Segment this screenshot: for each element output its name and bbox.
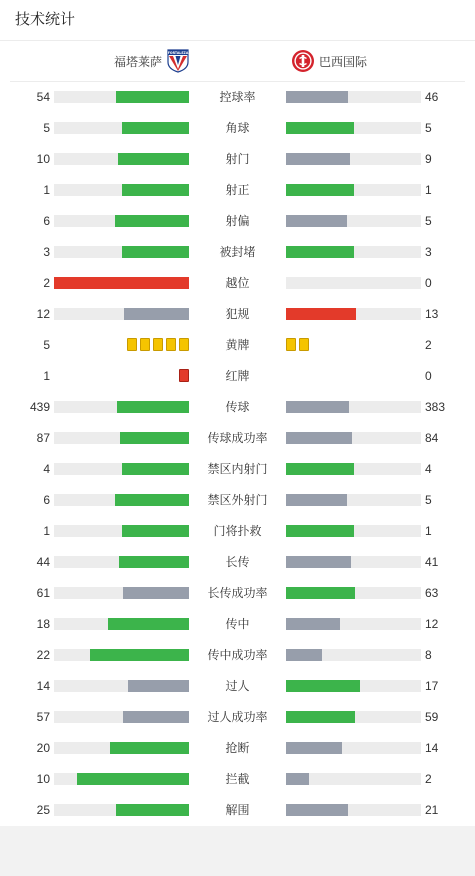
away-stat-bar xyxy=(286,773,421,785)
stat-label: 射门 xyxy=(225,152,250,166)
stat-row xyxy=(0,237,475,268)
away-stat-bar-fill xyxy=(286,618,340,630)
home-stat-bar xyxy=(54,773,189,785)
home-stat-value: 5 xyxy=(43,121,50,135)
home-stat-bar xyxy=(54,184,189,196)
away-stat-bar xyxy=(286,494,421,506)
home-stat-bar xyxy=(54,494,189,506)
stat-row xyxy=(0,423,475,454)
home-stat-value: 439 xyxy=(29,400,50,414)
stat-row xyxy=(0,547,475,578)
stat-label: 解围 xyxy=(225,803,250,817)
home-team[interactable] xyxy=(114,49,190,73)
stat-row xyxy=(0,175,475,206)
home-stat-bar-fill xyxy=(115,494,189,506)
away-stat-bar xyxy=(286,742,421,754)
away-stat-bar-fill xyxy=(286,308,356,320)
home-stat-bar xyxy=(54,525,189,537)
away-stat-bar xyxy=(286,215,421,227)
away-stat-bar xyxy=(286,91,421,103)
home-stat-bar xyxy=(54,463,189,475)
away-stat-value: 3 xyxy=(425,245,432,259)
away-stat-bar xyxy=(286,401,421,413)
away-stat-bar xyxy=(286,618,421,630)
home-stat-bar-fill xyxy=(120,432,189,444)
yellow-card-icon xyxy=(299,338,309,351)
home-stat-value: 12 xyxy=(36,307,50,321)
away-stat-value: 14 xyxy=(425,741,439,755)
stat-label: 传中成功率 xyxy=(207,648,268,662)
away-stat-value: 84 xyxy=(425,431,439,445)
stat-row xyxy=(0,733,475,764)
home-stat-bar-fill xyxy=(128,680,189,692)
yellow-card-icon xyxy=(179,338,189,351)
home-stat-bar xyxy=(54,556,189,568)
away-stat-bar xyxy=(286,308,421,320)
stat-label: 过人成功率 xyxy=(207,710,268,724)
away-stat-bar xyxy=(286,463,421,475)
yellow-card-icon xyxy=(286,338,296,351)
stat-label: 角球 xyxy=(225,121,250,135)
away-stat-value: 8 xyxy=(425,648,432,662)
home-stat-bar xyxy=(54,401,189,413)
home-stat-bar-fill xyxy=(122,122,190,134)
stat-row xyxy=(0,485,475,516)
stat-label: 黄牌 xyxy=(225,338,250,352)
home-stat-value: 1 xyxy=(43,524,50,538)
stat-row xyxy=(0,578,475,609)
away-stat-value: 13 xyxy=(425,307,439,321)
crest-text: FORTALEZA xyxy=(167,51,189,55)
home-stat-bar xyxy=(54,587,189,599)
away-stat-bar-fill xyxy=(286,91,348,103)
away-stat-value: 46 xyxy=(425,90,439,104)
stat-row xyxy=(0,268,475,299)
stat-label: 红牌 xyxy=(225,369,250,383)
away-stat-value: 1 xyxy=(425,183,432,197)
away-stat-bar-fill xyxy=(286,153,350,165)
away-stat-bar-fill xyxy=(286,525,354,537)
home-stat-value: 57 xyxy=(36,710,50,724)
home-stat-value: 87 xyxy=(36,431,50,445)
fortaleza-crest-icon xyxy=(166,49,190,73)
away-stat-bar xyxy=(286,587,421,599)
away-stat-bar-fill xyxy=(286,215,347,227)
away-stat-bar xyxy=(286,649,421,661)
teams-header xyxy=(10,41,465,82)
away-stat-bar xyxy=(286,122,421,134)
stat-label: 禁区外射门 xyxy=(207,493,268,507)
home-stat-value: 20 xyxy=(36,741,50,755)
away-team[interactable] xyxy=(291,49,367,73)
away-stat-value: 2 xyxy=(425,338,432,352)
stat-row xyxy=(0,702,475,733)
stat-label: 抢断 xyxy=(225,741,250,755)
stat-row xyxy=(0,113,475,144)
home-stat-value: 10 xyxy=(36,772,50,786)
away-stat-bar-fill xyxy=(286,122,354,134)
stat-row xyxy=(0,299,475,330)
away-stat-value: 383 xyxy=(425,400,446,414)
away-stat-value: 2 xyxy=(425,772,432,786)
home-stat-bar-fill xyxy=(122,463,190,475)
stat-label: 传球成功率 xyxy=(207,431,268,445)
away-stat-bar-fill xyxy=(286,711,355,723)
stat-label: 射偏 xyxy=(225,214,250,228)
away-stat-bar-fill xyxy=(286,432,352,444)
away-stat-bar-fill xyxy=(286,742,342,754)
home-stat-bar xyxy=(54,649,189,661)
home-stat-bar-fill xyxy=(123,711,189,723)
away-stat-value: 4 xyxy=(425,462,432,476)
away-stat-value: 0 xyxy=(425,369,432,383)
home-stat-bar xyxy=(54,215,189,227)
home-stat-bar xyxy=(54,618,189,630)
stat-label: 控球率 xyxy=(219,90,256,104)
home-stat-bar-fill xyxy=(116,804,189,816)
home-stat-bar xyxy=(54,122,189,134)
away-stat-bar xyxy=(286,432,421,444)
home-stat-bar-fill xyxy=(122,525,190,537)
away-stat-value: 21 xyxy=(425,803,439,817)
away-stat-bar-fill xyxy=(286,587,355,599)
home-stat-value: 5 xyxy=(43,338,50,352)
yellow-card-icon xyxy=(166,338,176,351)
home-stat-bar xyxy=(54,153,189,165)
home-stat-value: 54 xyxy=(36,90,50,104)
away-stat-bar xyxy=(286,525,421,537)
stat-label: 拦截 xyxy=(225,772,250,786)
home-stat-bar-fill xyxy=(116,91,189,103)
home-stat-bar-fill xyxy=(90,649,189,661)
stat-row xyxy=(0,330,475,361)
away-stat-bar-fill xyxy=(286,804,348,816)
stat-label: 传中 xyxy=(225,617,250,631)
away-cards xyxy=(286,338,309,352)
away-stat-bar xyxy=(286,246,421,258)
away-stat-bar xyxy=(286,277,421,289)
away-stat-bar-fill xyxy=(286,463,354,475)
stat-row xyxy=(0,764,475,795)
away-stat-value: 59 xyxy=(425,710,439,724)
home-stat-bar-fill xyxy=(115,215,189,227)
away-stat-bar-fill xyxy=(286,556,351,568)
away-stat-value: 9 xyxy=(425,152,432,166)
stat-label: 长传 xyxy=(225,555,250,569)
home-stat-value: 1 xyxy=(43,183,50,197)
stat-row xyxy=(0,609,475,640)
away-stat-value: 5 xyxy=(425,121,432,135)
stat-label: 犯规 xyxy=(225,307,250,321)
home-stat-bar-fill xyxy=(77,773,189,785)
stat-row xyxy=(0,516,475,547)
away-stat-bar-fill xyxy=(286,184,354,196)
away-stat-bar-fill xyxy=(286,246,354,258)
home-stat-bar xyxy=(54,91,189,103)
home-cards xyxy=(127,338,189,352)
away-stat-value: 1 xyxy=(425,524,432,538)
away-stat-value: 12 xyxy=(425,617,439,631)
stat-row xyxy=(0,144,475,175)
away-stat-value: 0 xyxy=(425,276,432,290)
stat-label: 长传成功率 xyxy=(207,586,268,600)
home-stat-value: 14 xyxy=(36,679,50,693)
away-stat-bar xyxy=(286,711,421,723)
home-stat-bar-fill xyxy=(54,277,189,289)
yellow-card-icon xyxy=(153,338,163,351)
home-stat-bar xyxy=(54,742,189,754)
stats-list xyxy=(0,82,475,826)
home-stat-bar-fill xyxy=(119,556,189,568)
yellow-card-icon xyxy=(140,338,150,351)
home-stat-bar xyxy=(54,308,189,320)
stat-label: 传球 xyxy=(225,400,250,414)
home-stat-value: 3 xyxy=(43,245,50,259)
stat-label: 禁区内射门 xyxy=(207,462,268,476)
home-stat-value: 22 xyxy=(36,648,50,662)
home-stat-bar-fill xyxy=(118,153,189,165)
home-stat-bar-fill xyxy=(117,401,189,413)
home-stat-value: 25 xyxy=(36,803,50,817)
home-stat-value: 61 xyxy=(36,586,50,600)
away-stat-value: 17 xyxy=(425,679,439,693)
away-stat-bar xyxy=(286,556,421,568)
home-stat-bar xyxy=(54,804,189,816)
away-stat-bar xyxy=(286,153,421,165)
stat-label: 过人 xyxy=(225,679,250,693)
away-team-name: 巴西国际 xyxy=(319,54,368,69)
home-stat-bar xyxy=(54,711,189,723)
away-stat-bar xyxy=(286,804,421,816)
home-stat-bar xyxy=(54,680,189,692)
stat-label: 被封堵 xyxy=(219,245,256,259)
away-stat-bar-fill xyxy=(286,773,309,785)
home-stat-bar-fill xyxy=(122,184,190,196)
away-stat-value: 63 xyxy=(425,586,439,600)
home-stat-value: 1 xyxy=(43,369,50,383)
away-stat-bar-fill xyxy=(286,401,349,413)
stat-row xyxy=(0,206,475,237)
away-stat-bar xyxy=(286,680,421,692)
home-stat-bar xyxy=(54,432,189,444)
home-stat-bar xyxy=(54,277,189,289)
home-stat-bar-fill xyxy=(123,587,189,599)
stat-row xyxy=(0,454,475,485)
stat-row xyxy=(0,795,475,826)
home-stat-value: 44 xyxy=(36,555,50,569)
internacional-crest-icon xyxy=(291,49,315,73)
home-stat-value: 10 xyxy=(36,152,50,166)
away-stat-value: 5 xyxy=(425,493,432,507)
stat-row xyxy=(0,361,475,392)
away-stat-bar-fill xyxy=(286,649,322,661)
home-team-name: 福塔莱萨 xyxy=(113,54,162,69)
home-stat-value: 6 xyxy=(43,214,50,228)
stat-row xyxy=(0,671,475,702)
home-stat-bar-fill xyxy=(124,308,189,320)
yellow-card-icon xyxy=(127,338,137,351)
red-card-icon xyxy=(179,369,189,382)
away-stat-bar-fill xyxy=(286,680,360,692)
home-stat-bar-fill xyxy=(108,618,189,630)
home-stat-value: 4 xyxy=(43,462,50,476)
away-stat-value: 41 xyxy=(425,555,439,569)
stat-label: 射正 xyxy=(225,183,250,197)
stat-row xyxy=(0,640,475,671)
home-stat-bar-fill xyxy=(122,246,190,258)
stat-label: 越位 xyxy=(225,276,250,290)
stat-row xyxy=(0,82,475,113)
stat-row xyxy=(0,392,475,423)
section-title: 技术统计 xyxy=(0,0,475,41)
stat-label: 门将扑救 xyxy=(213,524,262,538)
home-stat-value: 6 xyxy=(43,493,50,507)
home-stat-bar xyxy=(54,246,189,258)
home-stat-value: 18 xyxy=(36,617,50,631)
home-stat-value: 2 xyxy=(43,276,50,290)
away-stat-bar-fill xyxy=(286,494,347,506)
away-stat-bar xyxy=(286,184,421,196)
home-cards xyxy=(179,369,189,383)
home-stat-bar-fill xyxy=(110,742,189,754)
away-stat-value: 5 xyxy=(425,214,432,228)
